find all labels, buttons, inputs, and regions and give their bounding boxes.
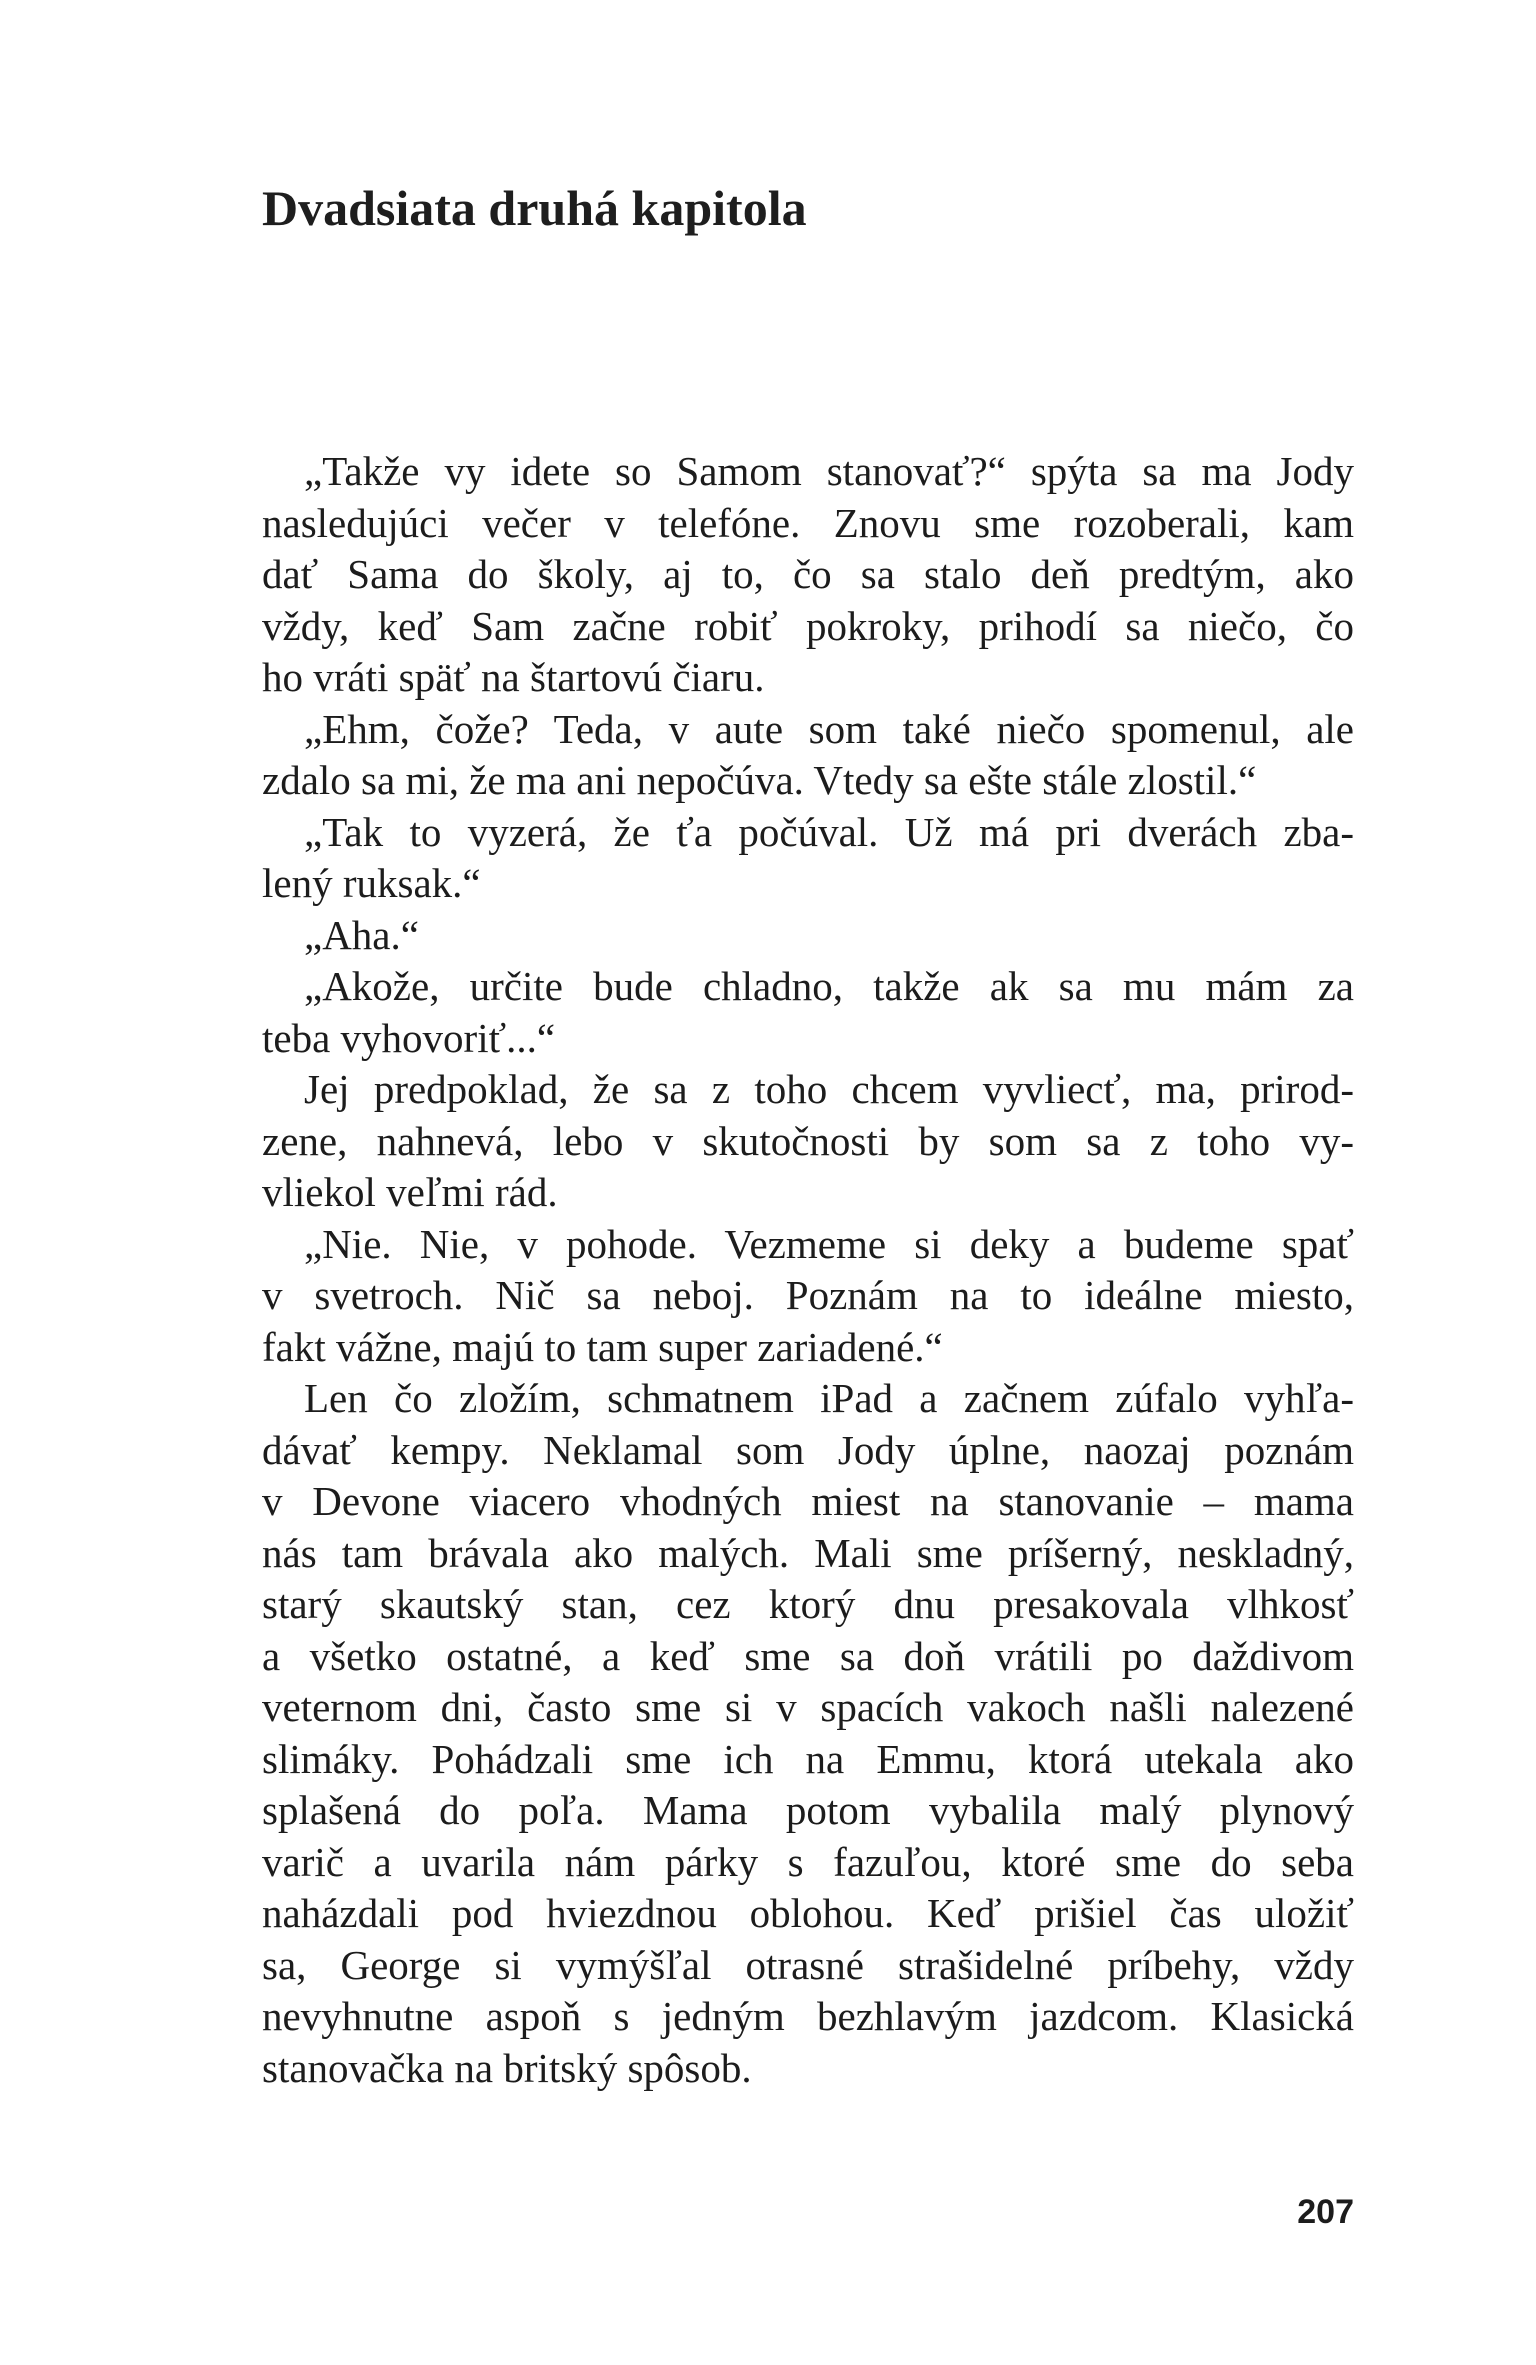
text-line: starý skautský stan, cez ktorý dnu presakovala vlhkosť <box>262 1581 1354 1627</box>
text-line: a všetko ostatné, a keď sme sa doň vrátili po daždivom <box>262 1632 1354 1679</box>
text-line: varič a uvarila nám párky s fazuľou, ktoré sme do seba <box>262 1838 1354 1885</box>
text-line: zdalo sa mi, že ma ani nepočúva. Vtedy sa ešte stále zlostil.“ <box>262 757 1257 803</box>
text-line: veternom dni, často sme si v spacích vakoch našli nalezené <box>262 1684 1354 1730</box>
text-line: sa, George si vymýšľal otrasné strašidelné príbehy, vždy <box>262 1941 1354 1988</box>
text-line: ho vráti späť na štartovú čiaru. <box>262 654 765 700</box>
text-line: stanovačka na britský spôsob. <box>262 2044 752 2091</box>
text-line: v Devone viacero vhodných miest na stanovanie – mama <box>262 1478 1354 1524</box>
text-line: splašená do poľa. Mama potom vybalila malý plynový <box>262 1787 1354 1833</box>
text-line: Len čo zložím, schmatnem iPad a začnem zúfalo vyhľa- <box>304 1375 1354 1421</box>
text-line: Jej predpoklad, že sa z toho chcem vyvliecť, ma, prirod- <box>304 1066 1354 1112</box>
chapter-title: Dvadsiata druhá kapitola <box>262 180 807 236</box>
text-line: vždy, keď Sam začne robiť pokroky, prihodí sa niečo, čo <box>262 602 1354 649</box>
text-line: naházdali pod hviezdnou oblohou. Keď prišiel čas uložiť <box>262 1890 1354 1936</box>
page-number: 207 <box>1297 2193 1354 2231</box>
text-line: „Takže vy idete so Samom stanovať?“ spýta sa ma Jody <box>304 448 1354 494</box>
text-line: „Ehm, čože? Teda, v aute som také niečo spomenul, ale <box>304 705 1354 752</box>
text-line: „Tak to vyzerá, že ťa počúval. Už má pri dverách zba- <box>304 808 1354 855</box>
text-line: nevyhnutne aspoň s jedným bezhlavým jazdcom. Klasická <box>262 1993 1354 2039</box>
text-line: vliekol veľmi rád. <box>262 1169 558 1215</box>
body-text <box>262 446 1354 2094</box>
text-line: fakt vážne, majú to tam super zariadené.“ <box>262 1323 943 1370</box>
text-line: zene, nahnevá, lebo v skutočnosti by som sa z toho vy- <box>262 1117 1354 1164</box>
text-line: v svetroch. Nič sa neboj. Poznám na to ideálne miesto, <box>262 1272 1354 1318</box>
text-line: dávať kempy. Neklamal som Jody úplne, naozaj poznám <box>262 1426 1354 1473</box>
text-line: nás tam brávala ako malých. Mali sme príšerný, neskladný, <box>262 1529 1354 1576</box>
text-line: „Aha.“ <box>304 911 419 958</box>
text-line: lený ruksak.“ <box>262 860 481 906</box>
text-line: teba vyhovoriť...“ <box>262 1014 556 1061</box>
text-line: slimáky. Pohádzali sme ich na Emmu, ktorá utekala ako <box>262 1735 1354 1782</box>
text-line: nasledujúci večer v telefóne. Znovu sme rozoberali, kam <box>262 499 1354 546</box>
text-line: dať Sama do školy, aj to, čo sa stalo deň predtým, ako <box>262 551 1354 597</box>
text-line: „Nie. Nie, v pohode. Vezmeme si deky a budeme spať <box>304 1220 1354 1267</box>
text-line: „Akože, určite bude chladno, takže ak sa mu mám za <box>304 963 1354 1009</box>
